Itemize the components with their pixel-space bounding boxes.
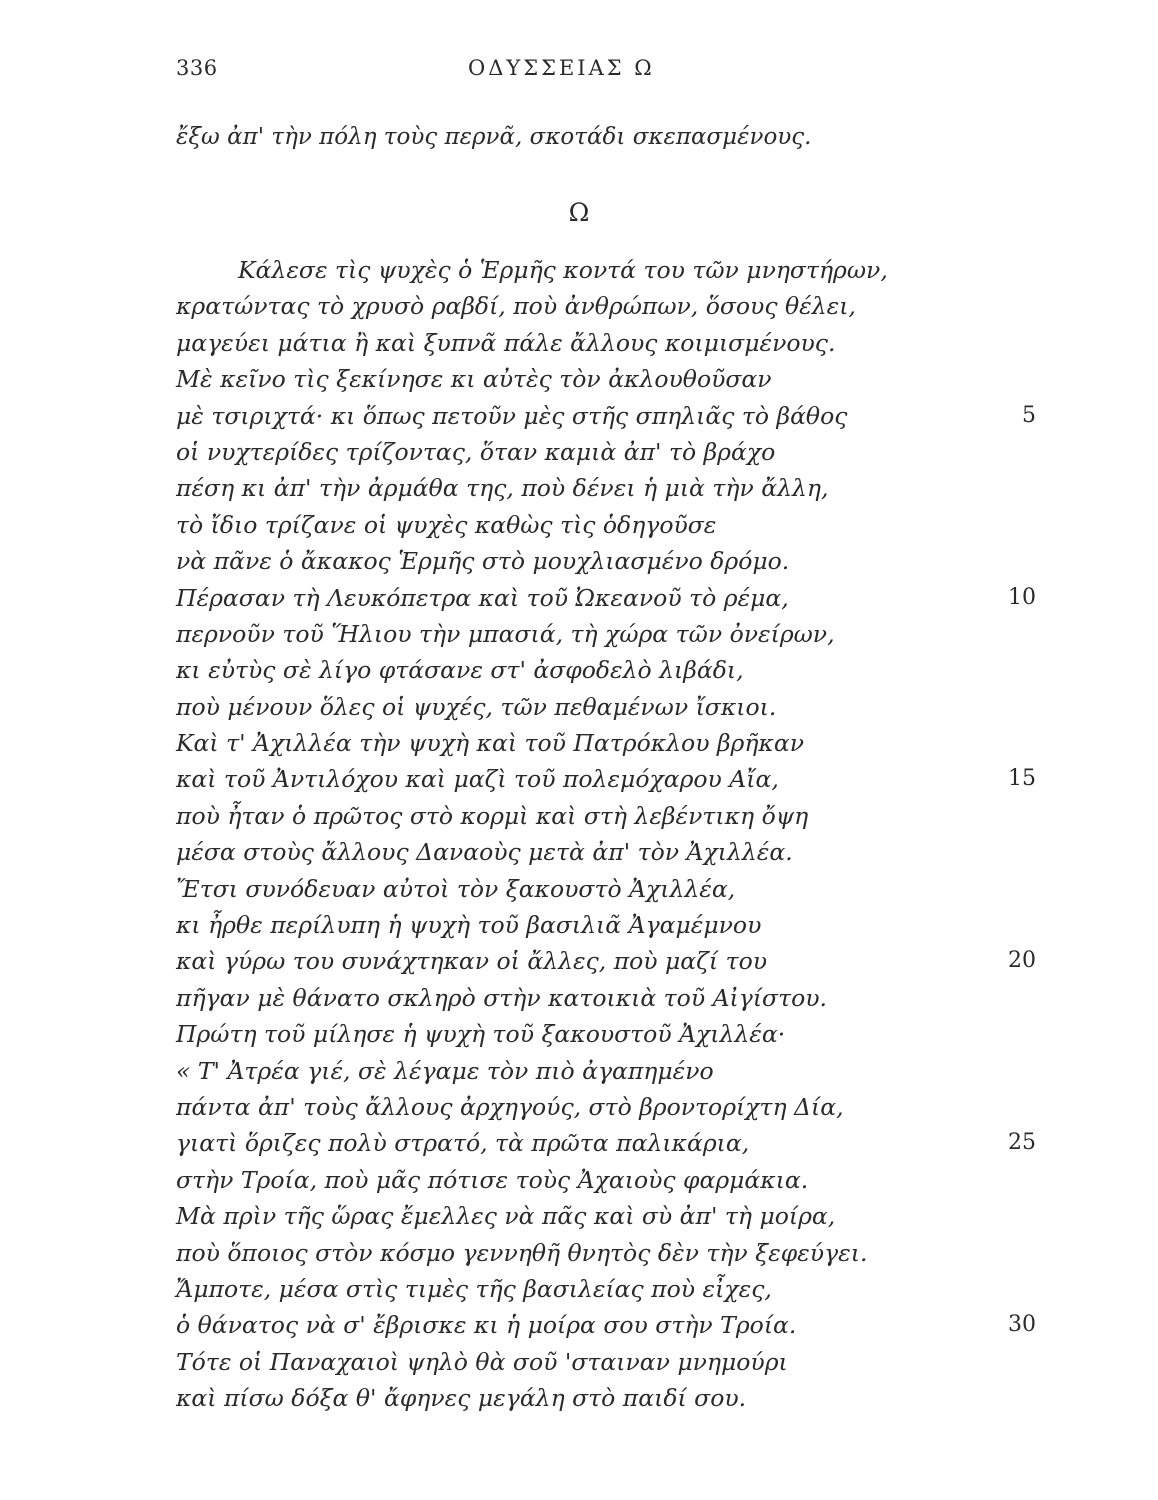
running-head [0, 56, 1158, 86]
verse-text: καὶ πίσω δόξα θ' ἄφηνες μεγάλη στὸ παιδί σου. [176, 1384, 747, 1413]
verse-text: Μὲ κεῖνο τὶς ξεκίνησε κι αὐτὲς τὸν ἀκλουθοῦσαν [176, 365, 772, 394]
verse-line [176, 325, 1036, 361]
line-number: 20 [1008, 948, 1036, 974]
verse-text: ποὺ ὅποιος στὸν κόσμο γεννηθῆ θνητὸς δὲν τὴν ξεφεύγει. [176, 1238, 868, 1267]
verse-text: οἱ νυχτερίδες τρίζοντας, ὅταν καμιὰ ἀπ' τὸ βράχο [176, 437, 776, 466]
running-title: ΟΔΥΣΣΕΙΑΣ Ω [468, 56, 655, 80]
verse-text: Μὰ πρὶν τῆς ὥρας ἔμελλες νὰ πᾶς καὶ σὺ ἀπ' τὴ μοίρα, [176, 1202, 836, 1231]
verse-line [176, 1380, 1036, 1416]
verse-text: Ἔτσι συνόδευαν αὐτοὶ τὸν ξακουστὸ Ἀχιλλέα, [176, 874, 736, 903]
verse-text: περνοῦν τοῦ Ἥλιου τὴν μπασιά, τὴ χώρα τῶν ὀνείρων, [176, 619, 835, 648]
verse-text: Τότε οἱ Παναχαιοὶ ψηλὸ θὰ σοῦ 'σταιναν μνημούρι [176, 1347, 788, 1376]
verse-line [176, 616, 1036, 652]
verse-text: Πέρασαν τὴ Λευκόπετρα καὶ τοῦ Ὠκεανοῦ τὸ ρέμα, [176, 583, 789, 612]
verse-list [176, 252, 1036, 1417]
verse-text: στὴν Τροία, ποὺ μᾶς πότισε τοὺς Ἀχαιοὺς φαρμάκια. [176, 1165, 809, 1194]
verse-text: πέση κι ἀπ' τὴν ἀρμάθα της, ποὺ δένει ἡ μιὰ τὴν ἄλλη, [176, 474, 829, 503]
verse-text: Καὶ τ' Ἀχιλλέα τὴν ψυχὴ καὶ τοῦ Πατρόκλου βρῆκαν [176, 729, 804, 758]
verse-line [176, 470, 1036, 506]
verse-line [176, 434, 1036, 470]
line-number: 5 [1022, 402, 1036, 428]
verse-line [176, 834, 1036, 870]
verse-line [176, 1089, 1036, 1125]
verse-line [176, 652, 1036, 688]
verse-text: μέσα στοὺς ἄλλους Δαναοὺς μετὰ ἀπ' τὸν Ἀχιλλέα. [176, 838, 793, 867]
verse-line [176, 1053, 1036, 1089]
verse-line [176, 1307, 1036, 1343]
verse-text: νὰ πᾶνε ὁ ἄκακος Ἑρμῆς στὸ μουχλιασμένο δρόμο. [176, 547, 790, 576]
line-number: 30 [1008, 1312, 1036, 1338]
verse-line [176, 980, 1036, 1016]
verse-text: πάντα ἀπ' τοὺς ἄλλους ἀρχηγούς, στὸ βροντορίχτη Δία, [176, 1092, 844, 1121]
verse-line [176, 761, 1036, 797]
verse-text: πῆγαν μὲ θάνατο σκληρὸ στὴν κατοικιὰ τοῦ Αἰγίστου. [176, 983, 827, 1012]
line-number: 25 [1008, 1130, 1036, 1156]
verse-text: ὁ θάνατος νὰ σ' ἔβρισκε κι ἡ μοίρα σου στὴν Τροία. [176, 1311, 797, 1340]
verse-line [176, 1235, 1036, 1271]
page-number: 336 [176, 56, 218, 80]
verse-line [176, 1271, 1036, 1307]
verse-line [176, 1162, 1036, 1198]
verse-line [176, 1198, 1036, 1234]
verse-line [176, 252, 1036, 288]
verse-text: ποὺ ἦταν ὁ πρῶτος στὸ κορμὶ καὶ στὴ λεβέντικη ὄψη [176, 801, 809, 830]
verse-text: κι εὐτὺς σὲ λίγο φτάσανε στ' ἀσφοδελὸ λιβάδι, [176, 656, 744, 685]
verse-line [176, 507, 1036, 543]
verse-line [176, 361, 1036, 397]
verse-line [176, 543, 1036, 579]
verse-line [176, 798, 1036, 834]
verse-line [176, 1344, 1036, 1380]
verse-text: μαγεύει μάτια ἢ καὶ ξυπνᾶ πάλε ἄλλους κοιμισμένους. [176, 328, 836, 357]
verse-text: Κάλεσε τὶς ψυχὲς ὁ Ἑρμῆς κοντά του τῶν μνηστήρων, [238, 256, 888, 284]
verse-line [176, 943, 1036, 979]
verse-line [176, 1016, 1036, 1052]
verse-line [176, 725, 1036, 761]
book-letter-heading: Ω [568, 198, 590, 227]
line-number: 10 [1008, 584, 1036, 610]
verse-text: « Τ' Ἀτρέα γιέ, σὲ λέγαμε τὸν πιὸ ἀγαπημένο [176, 1056, 714, 1085]
verse-text: Ἄμποτε, μέσα στὶς τιμὲς τῆς βασιλείας ποὺ εἶχες, [176, 1274, 772, 1303]
line-number: 15 [1008, 766, 1036, 792]
verse-line [176, 689, 1036, 725]
carryover-verse: ἔξω ἀπ' τὴν πόλη τοὺς περνᾶ, σκοτάδι σκεπασμένους. [176, 124, 812, 150]
verse-text: μὲ τσιριχτά· κι ὅπως πετοῦν μὲς στῆς σπηλιᾶς τὸ βάθος [176, 401, 848, 430]
verse-line [176, 1125, 1036, 1161]
verse-line [176, 871, 1036, 907]
verse-line [176, 907, 1036, 943]
verse-line [176, 580, 1036, 616]
verse-text: καὶ γύρω του συνάχτηκαν οἱ ἄλλες, ποὺ μαζί του [176, 947, 768, 976]
verse-text: κρατώντας τὸ χρυσὸ ραβδί, ποὺ ἀνθρώπων, ὅσους θέλει, [176, 292, 856, 321]
verse-text: κι ἦρθε περίλυπη ἡ ψυχὴ τοῦ βασιλιᾶ Ἀγαμέμνου [176, 911, 762, 940]
verse-text: τὸ ἴδιο τρίζανε οἱ ψυχὲς καθὼς τὶς ὁδηγοῦσε [176, 510, 717, 539]
verse-line [176, 288, 1036, 324]
verse-text: Πρώτη τοῦ μίλησε ἡ ψυχὴ τοῦ ξακουστοῦ Ἀχιλλέα· [176, 1020, 786, 1049]
verse-text: καὶ τοῦ Ἀντιλόχου καὶ μαζὶ τοῦ πολεμόχαρου Αἴα, [176, 765, 779, 794]
verse-text: ποὺ μένουν ὅλες οἱ ψυχές, τῶν πεθαμένων ἴσκιοι. [176, 692, 777, 721]
verse-text: γιατὶ ὅριζες πολὺ στρατό, τὰ πρῶτα παλικάρια, [176, 1129, 750, 1158]
verse-line [176, 398, 1036, 434]
